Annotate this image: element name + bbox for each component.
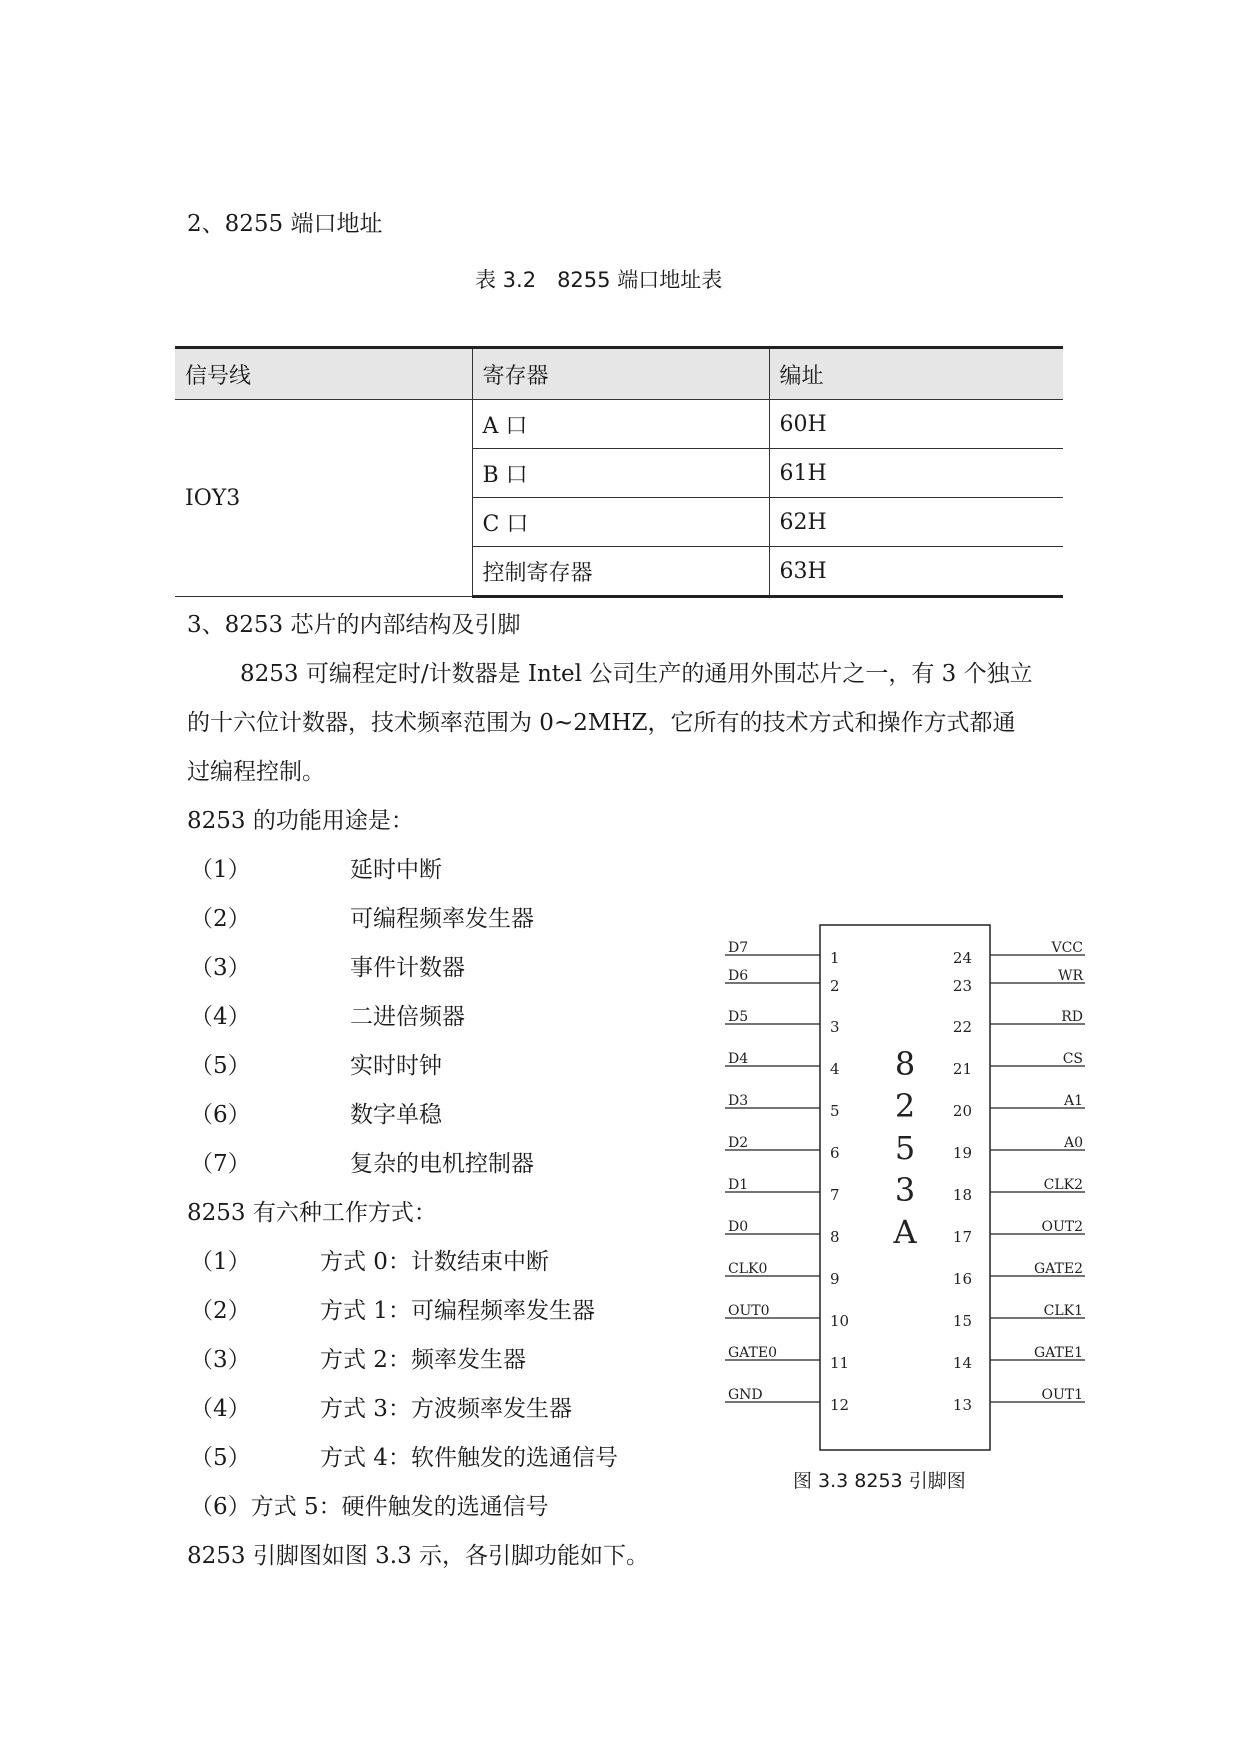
- mode-number: （3）: [190, 1347, 251, 1373]
- closing-line: 8253 引脚图如图 3.3 示，各引脚功能如下。: [187, 1543, 650, 1569]
- mode-item: 方式 0：计数结束中断: [320, 1249, 549, 1275]
- pin-number-right: 18: [952, 1186, 972, 1204]
- mode-item-last: （6）方式 5：硬件触发的选通信号: [190, 1494, 549, 1520]
- address-cell: 60H: [769, 400, 1063, 449]
- pin-number-left: 6: [830, 1144, 840, 1162]
- function-number: （7）: [190, 1151, 251, 1177]
- function-number: （3）: [190, 955, 251, 981]
- section-2-heading: 2、8255 端口地址: [187, 211, 383, 237]
- figure-caption: 图 3.3 8253 引脚图: [793, 1470, 966, 1492]
- function-item: 延时中断: [350, 857, 442, 883]
- intro-line-2: 的十六位计数器，技术频率范围为 0~2MHZ，它所有的技术方式和操作方式都通: [187, 710, 1016, 736]
- pin-name-right: WR: [1058, 968, 1083, 984]
- function-item: 实时时钟: [350, 1053, 442, 1079]
- pin-number-right: 24: [952, 949, 972, 967]
- pin-name-right: OUT1: [1041, 1387, 1083, 1403]
- pin-number-left: 5: [830, 1102, 840, 1120]
- function-item: 数字单稳: [350, 1102, 442, 1128]
- mode-item: 方式 1：可编程频率发生器: [320, 1298, 595, 1324]
- pin-number-left: 7: [830, 1186, 840, 1204]
- table-caption: 表 3.2 8255 端口地址表: [475, 268, 723, 292]
- pin-name-left: CLK0: [728, 1261, 768, 1277]
- pin-name-left: GND: [728, 1387, 763, 1403]
- address-cell: 63H: [769, 547, 1063, 597]
- pin-name-left: OUT0: [728, 1303, 770, 1319]
- table-row: [175, 400, 1063, 449]
- table-header-row: [175, 348, 1063, 400]
- function-number: （2）: [190, 906, 251, 932]
- pin-name-right: CLK2: [1043, 1177, 1083, 1193]
- address-cell: 62H: [769, 498, 1063, 547]
- pin-number-right: 23: [952, 977, 972, 995]
- mode-item: 方式 2：频率发生器: [320, 1347, 526, 1373]
- chip-label: [892, 1045, 917, 1251]
- pin-name-left: D5: [728, 1009, 749, 1025]
- pin-number-right: 17: [952, 1228, 972, 1246]
- pin-name-left: D3: [728, 1093, 749, 1109]
- function-number: （4）: [190, 1004, 251, 1030]
- mode-number: （5）: [190, 1445, 251, 1471]
- pin-number-left: 12: [830, 1396, 850, 1414]
- pin-number-right: 22: [952, 1018, 972, 1036]
- function-number: （5）: [190, 1053, 251, 1079]
- pin-name-left: D4: [728, 1051, 749, 1067]
- header-signal-line: 信号线: [175, 348, 472, 400]
- pin-name-left: D1: [728, 1177, 749, 1193]
- pin-name-left: D0: [728, 1219, 749, 1235]
- pin-number-left: 8: [830, 1228, 840, 1246]
- port-address-table: [175, 346, 1063, 598]
- pin-number-right: 16: [952, 1270, 972, 1288]
- pin-name-left: D7: [728, 940, 749, 956]
- pin-number-left: 3: [830, 1018, 840, 1036]
- chip-label-char: 2: [894, 1087, 916, 1125]
- function-item: 二进倍频器: [350, 1004, 465, 1030]
- pin-number-right: 19: [952, 1144, 972, 1162]
- pin-name-right: CS: [1062, 1051, 1083, 1067]
- pin-name-right: A1: [1063, 1093, 1083, 1109]
- pin-name-right: CLK1: [1043, 1303, 1083, 1319]
- pin-name-left: D6: [728, 968, 749, 984]
- pin-name-left: D2: [728, 1135, 749, 1151]
- mode-number: （4）: [190, 1396, 251, 1422]
- function-number: （1）: [190, 857, 251, 883]
- pin-number-left: 1: [830, 949, 840, 967]
- chip-label-char: A: [893, 1213, 917, 1251]
- pin-number-right: 13: [952, 1396, 972, 1414]
- pin-number-left: 4: [830, 1060, 840, 1078]
- header-address: 编址: [769, 348, 1063, 400]
- register-cell: B 口: [472, 449, 769, 498]
- pin-name-right: VCC: [1051, 940, 1083, 956]
- register-cell: 控制寄存器: [472, 547, 769, 597]
- functions-heading: 8253 的功能用途是：: [187, 808, 414, 834]
- pin-number-right: 20: [952, 1102, 972, 1120]
- chip-label-char: 8: [894, 1045, 916, 1083]
- function-number: （6）: [190, 1102, 251, 1128]
- pin-number-left: 9: [830, 1270, 840, 1288]
- chip-label-char: 5: [894, 1129, 916, 1167]
- pin-number-right: 15: [952, 1312, 972, 1330]
- mode-number: （2）: [190, 1298, 251, 1324]
- pin-number-left: 11: [830, 1354, 850, 1372]
- section-3-heading: 3、8253 芯片的内部结构及引脚: [187, 612, 521, 638]
- function-item: 可编程频率发生器: [350, 906, 534, 932]
- pin-number-right: 21: [952, 1060, 972, 1078]
- pin-name-right: A0: [1063, 1135, 1083, 1151]
- signal-cell: IOY3: [175, 400, 472, 597]
- register-cell: A 口: [472, 400, 769, 449]
- header-register: 寄存器: [472, 348, 769, 400]
- pin-name-right: OUT2: [1041, 1219, 1083, 1235]
- pin-number-right: 14: [952, 1354, 972, 1372]
- function-item: 复杂的电机控制器: [350, 1151, 534, 1177]
- pin-name-left: GATE0: [728, 1345, 777, 1361]
- intro-line-1: 8253 可编程定时/计数器是 Intel 公司生产的通用外围芯片之一，有 3 个独立: [240, 661, 1033, 687]
- register-cell: C 口: [472, 498, 769, 547]
- pin-name-right: RD: [1061, 1009, 1083, 1025]
- mode-item: 方式 4：软件触发的选通信号: [320, 1445, 618, 1471]
- modes-heading: 8253 有六种工作方式：: [187, 1200, 437, 1226]
- pin-number-left: 2: [830, 977, 840, 995]
- mode-item: 方式 3：方波频率发生器: [320, 1396, 572, 1422]
- address-cell: 61H: [769, 449, 1063, 498]
- pin-name-right: GATE2: [1034, 1261, 1083, 1277]
- pin-number-left: 10: [830, 1312, 850, 1330]
- function-item: 事件计数器: [350, 955, 465, 981]
- chip-label-char: 3: [894, 1171, 916, 1209]
- pin-name-right: GATE1: [1034, 1345, 1083, 1361]
- intro-line-3: 过编程控制。: [187, 759, 325, 785]
- mode-number: （1）: [190, 1249, 251, 1275]
- pin-diagram: [720, 915, 1090, 1490]
